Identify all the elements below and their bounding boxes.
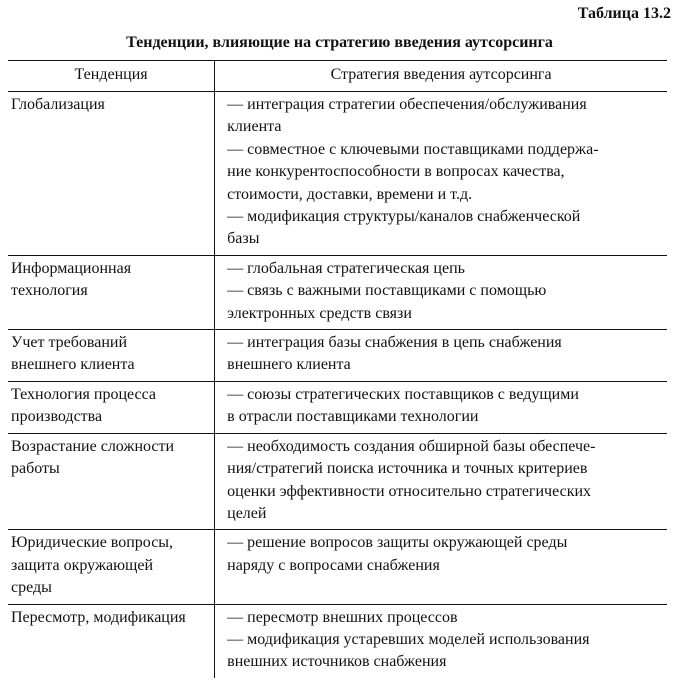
trend-text-line: внешнего клиента — [11, 356, 135, 374]
strategy-text-line: — необходимость создания обширной базы обеспече- — [227, 437, 596, 455]
table-row — [8, 433, 667, 530]
strategy-text-line: в отрасли поставщиками технологии — [227, 408, 479, 426]
table-row — [8, 604, 667, 678]
strategy-text-line: ния/стратегий поиска источника и точных критериев — [227, 460, 588, 478]
trend-text-line: Пересмотр, модификация — [11, 608, 186, 626]
trend-text-line: производства — [11, 408, 103, 426]
strategy-text-line: — решение вопросов защиты окружающей среды — [227, 534, 568, 552]
trend-text-line: Учет требований — [11, 334, 128, 352]
strategy-cell — [215, 92, 667, 256]
strategy-text-line: базы — [227, 230, 260, 248]
table-row — [8, 330, 667, 382]
strategy-text-line: наряду с вопросами снабжения — [227, 556, 440, 574]
trend-cell — [8, 92, 215, 256]
column-header-strategy: Стратегия введения аутсорсинга — [215, 61, 667, 92]
trend-text-line: Информационная — [11, 259, 132, 277]
table-row — [8, 530, 667, 604]
table-body — [8, 92, 667, 678]
table-row — [8, 255, 667, 329]
trend-text-line: Глобализация — [11, 96, 105, 113]
table-header-row — [8, 61, 667, 92]
trend-cell — [8, 530, 215, 604]
trend-cell — [8, 381, 215, 433]
trend-text-line: технология — [11, 282, 88, 300]
strategy-cell — [215, 604, 667, 678]
trend-text-line: Юридические вопросы, — [11, 534, 174, 552]
strategy-text-line: — глобальная стратегическая цепь — [227, 259, 465, 277]
strategy-text-line: — модификация устаревших моделей использования — [227, 630, 590, 648]
strategy-cell — [215, 381, 667, 433]
table-row — [8, 92, 667, 256]
table-title: Тенденции, влияющие на стратегию введения аутсорсинга — [126, 34, 553, 51]
strategy-text-line: — пересмотр внешних процессов — [227, 608, 458, 626]
table-number: Таблица 13.2 — [577, 5, 671, 22]
strategy-text-line: внешних источников снабжения — [227, 653, 447, 671]
strategy-text-line: клиента — [227, 118, 282, 136]
trend-text-line: работы — [11, 460, 60, 478]
strategy-cell — [215, 530, 667, 604]
strategy-text-line: — связь с важными поставщиками с помощью — [227, 282, 547, 300]
strategy-cell — [215, 330, 667, 382]
strategy-text-line: электронных средств связи — [227, 304, 412, 322]
strategy-text-line: оценки эффективности относительно стратегических — [227, 482, 592, 500]
strategy-text-line: — совместное с ключевыми поставщиками поддержа- — [227, 140, 599, 158]
trend-text-line: среды — [11, 579, 52, 597]
strategy-text-line: — интеграция стратегии обеспечения/обслуживания — [227, 96, 587, 113]
trends-table — [8, 60, 667, 678]
trend-text-line: Возрастание сложности — [11, 437, 175, 455]
trend-cell — [8, 433, 215, 530]
trend-cell — [8, 330, 215, 382]
strategy-text-line: стоимости, доставки, времени и т.д. — [227, 185, 473, 203]
strategy-text-line: — модификация структуры/каналов снабженческой — [227, 208, 581, 226]
table-row — [8, 381, 667, 433]
strategy-text-line: внешнего клиента — [227, 356, 351, 374]
strategy-text-line: ние конкурентоспособности в вопросах качества, — [227, 163, 565, 181]
trend-cell — [8, 255, 215, 329]
column-header-trend: Тенденция — [8, 61, 215, 92]
strategy-text-line: — союзы стратегических поставщиков с ведущими — [227, 385, 579, 403]
strategy-cell — [215, 255, 667, 329]
strategy-text-line: — интеграция базы снабжения в цепь снабжения — [227, 334, 562, 352]
strategy-cell — [215, 433, 667, 530]
trend-text-line: защита окружающей — [11, 556, 154, 574]
trend-cell — [8, 604, 215, 678]
trend-text-line: Технология процесса — [11, 385, 156, 403]
strategy-text-line: целей — [227, 504, 267, 522]
